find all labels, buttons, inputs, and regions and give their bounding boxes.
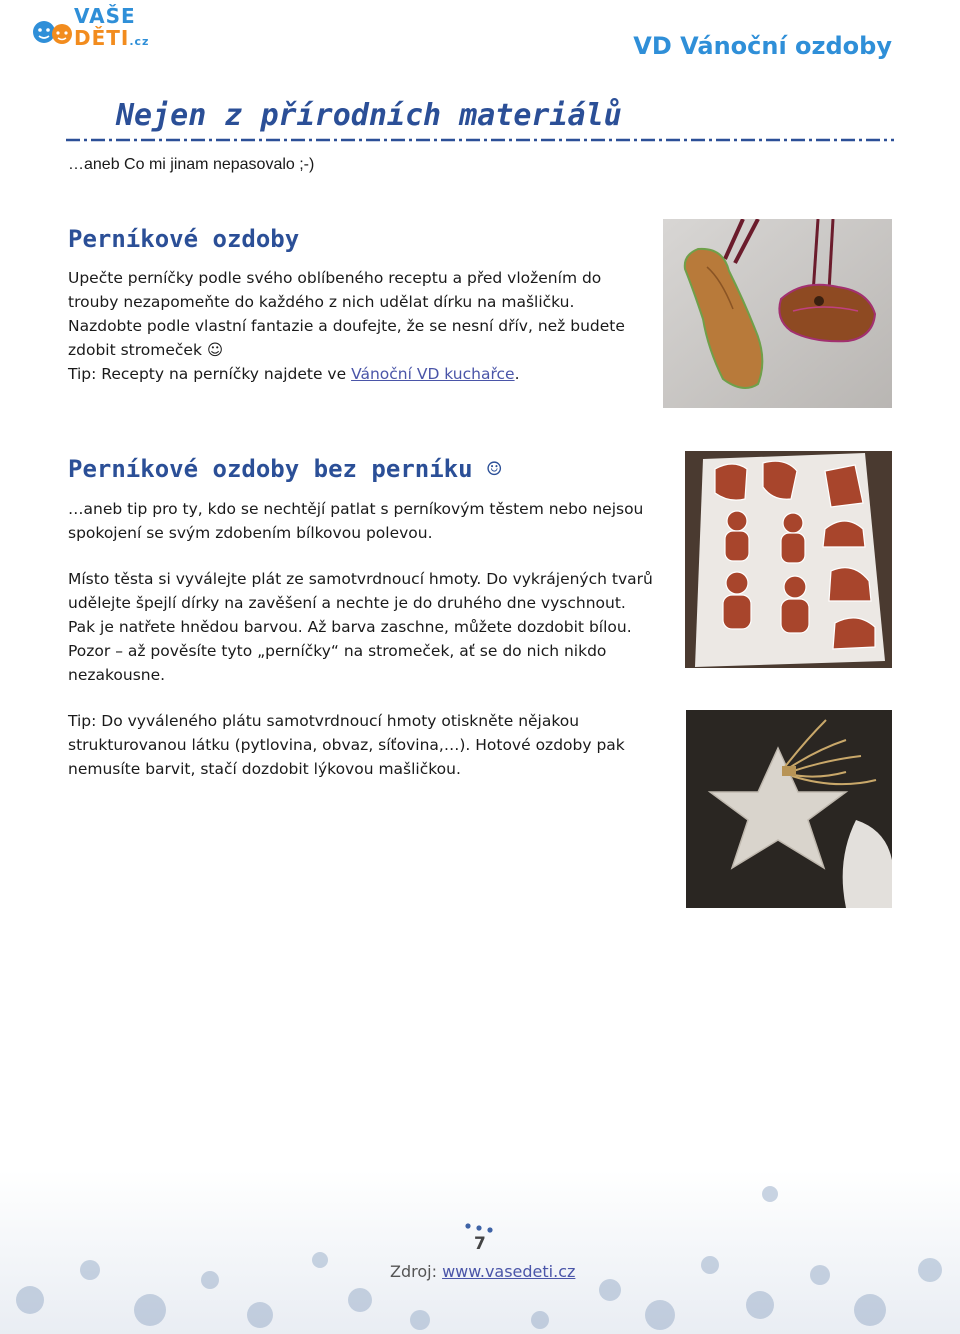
tip-suffix: .: [514, 365, 520, 383]
section2-tip: [68, 709, 668, 781]
source-link[interactable]: www.vasedeti.cz: [442, 1262, 576, 1281]
section2-body: [68, 567, 668, 687]
tip-prefix: Tip: Recepty na perníčky najdete ve: [68, 365, 352, 383]
para-line: nezakousne.: [68, 666, 166, 684]
photo-textured-star: [686, 710, 892, 908]
section-heading-gingerbread: Perníkové ozdoby: [68, 225, 300, 253]
para-line: strukturovanou látku (pytlovina, obvaz, síťovina,…). Hotové ozdoby pak: [68, 736, 625, 754]
para-line: Tip: Do vyváleného plátu samotvrdnoucí hmoty otiskněte nějakou: [68, 712, 580, 730]
cookbook-link[interactable]: Vánoční VD kuchařce: [351, 365, 515, 383]
page-title: Nejen z přírodních materiálů: [116, 98, 622, 133]
title-underline: [66, 137, 894, 143]
para-line: Nazdobte podle vlastní fantazie a doufejte, že se nesní dřív, než budete: [68, 317, 625, 335]
source-label: Zdroj:: [390, 1262, 443, 1281]
para-line: …aneb tip pro ty, kdo se nechtějí patlat s perníkovým těstem nebo nejsou: [68, 500, 644, 518]
para-line: nemusíte barvit, stačí dozdobit lýkovou mašličkou.: [68, 760, 461, 778]
para-line: spokojení se svým zdobením bílkovou polevou.: [68, 524, 433, 542]
page-subtitle: …aneb Co mi jinam nepasovalo ;-): [68, 156, 315, 173]
page-number: 7: [474, 1234, 486, 1254]
para-line: Upečte perníčky podle svého oblíbeného receptu a před vložením do: [68, 269, 602, 287]
photo-clay-ornaments: [685, 451, 892, 668]
header-title: VD Vánoční ozdoby: [633, 32, 892, 60]
section1-paragraph: [68, 266, 648, 386]
logo-text-line1: VAŠE: [74, 4, 136, 28]
logo-faces-icon: [30, 10, 74, 54]
photo-gingerbread-ornaments: [663, 219, 892, 408]
para-line: Pak je natřete hnědou barvou. Až barva zaschne, můžete dozdobit bílou.: [68, 618, 632, 636]
source-credit: [390, 1262, 575, 1281]
section-heading-no-gingerbread: Perníkové ozdoby bez perníku ☺: [68, 455, 502, 483]
para-line: zdobit stromeček ☺: [68, 341, 224, 359]
para-line: trouby nezapomeňte do každého z nich udělat dírku na mašličku.: [68, 293, 575, 311]
section2-intro: [68, 497, 668, 545]
logo-text-line2: DĚTI.cz: [74, 26, 150, 50]
para-line: Pozor – až pověsíte tyto „perníčky“ na stromeček, ať se do nich nikdo: [68, 642, 607, 660]
para-line: udělejte špejlí dírky na zavěšení a nechte je do druhého dne vyschnout.: [68, 594, 626, 612]
para-line: Místo těsta si vyválejte plát ze samotvrdnoucí hmoty. Do vykrájených tvarů: [68, 570, 653, 588]
